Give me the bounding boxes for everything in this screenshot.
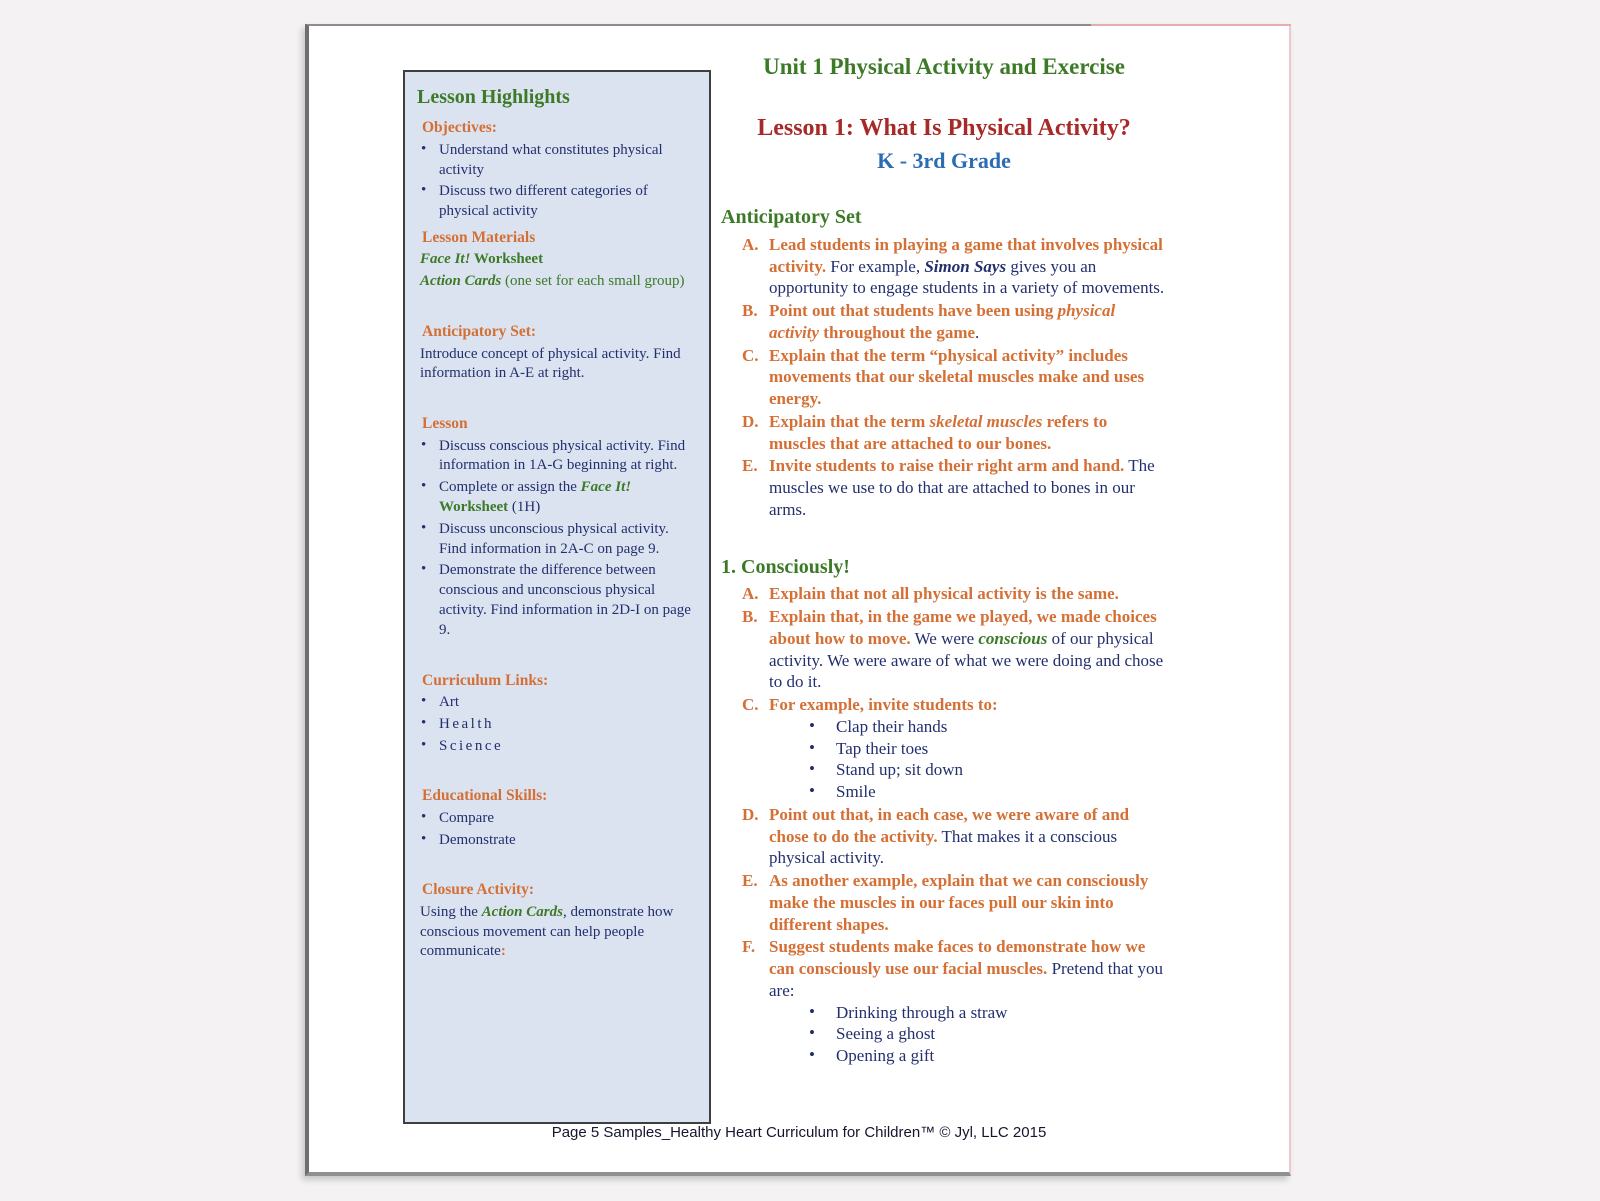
- text-segment: Complete or assign the: [439, 479, 581, 496]
- text-segment: .: [975, 322, 980, 342]
- text-segment: (1H): [508, 498, 541, 515]
- bullet-icon: •: [421, 561, 427, 578]
- item-label: D.: [742, 804, 759, 824]
- text-segment: Discuss unconscious physical activity. Find information in 2A-C on page 9.: [439, 520, 669, 557]
- item-label: E.: [742, 456, 758, 476]
- bullet-icon: •: [809, 715, 815, 735]
- bullet-item: [415, 715, 697, 735]
- sub-bullet-item: [721, 1002, 1167, 1024]
- text-segment: Explain that not all physical activity is the same.: [769, 584, 1119, 604]
- text-segment: Understand what constitutes physical activity: [439, 141, 663, 178]
- text-segment: skeletal muscles: [929, 411, 1043, 431]
- section-heading: [415, 414, 697, 434]
- section-heading: [721, 555, 1167, 581]
- bullet-icon: •: [809, 1023, 815, 1043]
- text-segment: Invite students to raise their right arm and hand.: [769, 456, 1125, 476]
- text-segment: Anticipatory Set:: [422, 323, 537, 341]
- text-segment: For example, invite students to:: [769, 695, 998, 714]
- lettered-item: [721, 936, 1167, 1001]
- sidebar-content: [415, 118, 697, 962]
- lettered-item: [721, 694, 1167, 716]
- text-segment: Seeing a ghost: [836, 1024, 936, 1044]
- bullet-icon: •: [809, 781, 815, 800]
- section-heading: [415, 228, 697, 248]
- sidebar-title: Lesson Highlights: [417, 86, 570, 108]
- text-segment: Explain that the term “physical activity” includes movements that our skeletal muscles make and uses energy.: [769, 345, 1145, 409]
- bullet-icon: •: [421, 182, 427, 199]
- lesson-title: Lesson 1: What Is Physical Activity?: [757, 115, 1131, 142]
- section-heading: [415, 322, 697, 342]
- text-segment: Lesson Materials: [422, 229, 536, 247]
- text-segment: The muscles we use to do that are attached to bones in our arms.: [769, 456, 1155, 519]
- bullet-icon: •: [421, 714, 427, 731]
- section-heading: [415, 786, 697, 806]
- text-segment: Action Cards: [481, 903, 563, 920]
- bullet-item: [415, 831, 697, 851]
- bullet-icon: •: [421, 478, 427, 495]
- lettered-item: [721, 234, 1167, 299]
- sub-bullet-item: [721, 781, 1167, 803]
- lettered-item: [721, 804, 1167, 869]
- text-segment: Art: [439, 694, 459, 710]
- text-segment: Action Cards: [420, 273, 502, 290]
- text-block: [415, 272, 697, 292]
- text-segment: Face It!: [420, 251, 471, 268]
- sub-bullet-item: [721, 716, 1167, 738]
- text-segment: 1. Consciously!: [721, 555, 850, 578]
- text-segment: Clap their hands: [836, 716, 948, 736]
- page-footer: Page 5 Samples_Healthy Heart Curriculum for Children™ © Jyl, LLC 2015: [551, 1124, 1047, 1141]
- text-segment: Objectives:: [422, 119, 497, 137]
- text-segment: Health: [439, 715, 494, 732]
- text-segment: Educational Skills:: [422, 787, 548, 805]
- bullet-item: [415, 182, 697, 222]
- item-label: A.: [742, 234, 759, 254]
- lettered-item: [721, 870, 1167, 935]
- item-label: F.: [742, 937, 756, 957]
- text-segment: Face It!: [580, 479, 632, 496]
- grade-level: K - 3rd Grade: [877, 148, 1011, 174]
- text-segment: Science: [439, 737, 504, 754]
- bullet-item: [415, 141, 697, 181]
- bullet-item: [415, 693, 697, 713]
- sub-bullet-item: [721, 1045, 1167, 1067]
- item-label: B.: [742, 301, 758, 321]
- bullet-icon: •: [421, 436, 427, 453]
- text-segment: Demonstrate: [439, 831, 516, 848]
- text-segment: Suggest students make faces to demonstrate how we can consciously use our facial muscles.: [769, 937, 1146, 978]
- text-segment: Tap their toes: [836, 738, 929, 758]
- document-page: [305, 24, 1291, 1176]
- text-segment: physical activity: [769, 301, 1116, 342]
- text-segment: Using the: [420, 903, 482, 920]
- text-block: [415, 345, 697, 385]
- text-segment: Pretend that you are:: [769, 959, 1163, 1000]
- item-label: A.: [742, 584, 759, 604]
- section-heading: [415, 118, 697, 138]
- text-segment: conscious: [978, 628, 1048, 648]
- text-segment: Drinking through a straw: [836, 1002, 1008, 1022]
- text-segment: Point out that students have been using: [769, 301, 1058, 321]
- text-segment: Explain that the term: [769, 411, 930, 431]
- text-segment: Demonstrate the difference between conscious and unconscious physical activity. Find information in 2D-I on page 9.: [439, 562, 691, 638]
- bullet-item: [415, 520, 697, 560]
- bullet-item: [415, 561, 697, 640]
- text-segment: We were: [910, 628, 979, 648]
- item-label: B.: [742, 607, 758, 626]
- text-segment: Introduce concept of physical activity. Find information in A-E at right.: [420, 345, 681, 382]
- bullet-icon: •: [809, 1045, 815, 1064]
- item-label: E.: [742, 871, 758, 890]
- section-heading: [415, 880, 697, 900]
- text-segment: Lead students in playing a game that involves physical activity.: [769, 234, 1163, 276]
- text-segment: Worksheet: [470, 251, 544, 268]
- text-segment: Curriculum Links:: [422, 671, 549, 689]
- bullet-item: [415, 478, 697, 518]
- bullet-item: [415, 437, 697, 477]
- text-segment: , demonstrate how conscious movement can help people communicate: [420, 903, 674, 960]
- text-segment: Discuss conscious physical activity. Find information in 1A-G beginning at right.: [439, 437, 686, 474]
- sub-bullet-item: [721, 1023, 1167, 1045]
- bullet-icon: •: [809, 737, 815, 757]
- text-segment: Anticipatory Set: [721, 206, 862, 229]
- text-block: [415, 250, 697, 270]
- lesson-body: [721, 205, 1167, 1066]
- text-segment: That makes it a conscious physical activity.: [769, 826, 1118, 868]
- text-segment: As another example, explain that we can consciously make the muscles in our faces pull our skin into different shapes.: [769, 871, 1149, 934]
- lettered-item: [721, 345, 1167, 410]
- text-segment: gives you an opportunity to engage students in a variety of movements.: [769, 256, 1165, 298]
- bullet-icon: •: [421, 519, 427, 536]
- section-heading: [721, 205, 1167, 231]
- text-segment: refers to muscles that are attached to our bones.: [769, 411, 1108, 453]
- lettered-item: [721, 300, 1167, 344]
- text-segment: Discuss two different categories of physical activity: [439, 183, 648, 220]
- item-label: D.: [742, 411, 759, 431]
- bullet-icon: •: [421, 736, 427, 753]
- text-segment: Explain that, in the game we played, we made choices about how to move.: [769, 607, 1157, 648]
- text-segment: Stand up; sit down: [836, 760, 964, 780]
- lettered-item: [721, 583, 1167, 605]
- bullet-item: [415, 809, 697, 829]
- bullet-icon: •: [421, 693, 427, 709]
- item-label: C.: [742, 695, 759, 714]
- text-segment: Closure Activity:: [422, 881, 535, 899]
- text-segment: Point out that, in each case, we were aware of and chose to do the activity.: [769, 804, 1130, 846]
- text-segment: throughout the game: [819, 322, 976, 342]
- bullet-icon: •: [421, 830, 427, 847]
- bullet-item: [415, 737, 697, 757]
- text-block: [415, 903, 697, 962]
- text-segment: (one set for each small group): [501, 273, 685, 290]
- lesson-highlights-panel: [403, 70, 711, 1124]
- text-segment: Compare: [439, 809, 494, 826]
- sub-bullet-item: [721, 738, 1167, 760]
- sub-bullet-item: [721, 759, 1167, 781]
- bullet-icon: •: [809, 759, 815, 779]
- lesson-content: [721, 26, 1167, 1067]
- bullet-icon: •: [809, 1001, 815, 1021]
- text-segment: :: [500, 943, 506, 960]
- text-segment: Smile: [836, 782, 876, 801]
- text-segment: For example,: [826, 256, 925, 276]
- text-segment: Simon Says: [924, 256, 1007, 276]
- lettered-item: [721, 606, 1167, 693]
- unit-title: Unit 1 Physical Activity and Exercise: [763, 54, 1125, 79]
- item-label: C.: [742, 345, 759, 365]
- bullet-icon: •: [421, 140, 427, 157]
- lettered-item: [721, 411, 1167, 455]
- text-segment: of our physical activity. We were aware of what we were doing and chose to do it.: [769, 628, 1164, 692]
- lettered-item: [721, 455, 1167, 520]
- text-segment: Opening a gift: [836, 1046, 935, 1065]
- text-segment: Worksheet: [439, 498, 509, 515]
- text-segment: Lesson: [422, 415, 468, 433]
- bullet-icon: •: [421, 808, 427, 825]
- section-heading: [415, 671, 697, 691]
